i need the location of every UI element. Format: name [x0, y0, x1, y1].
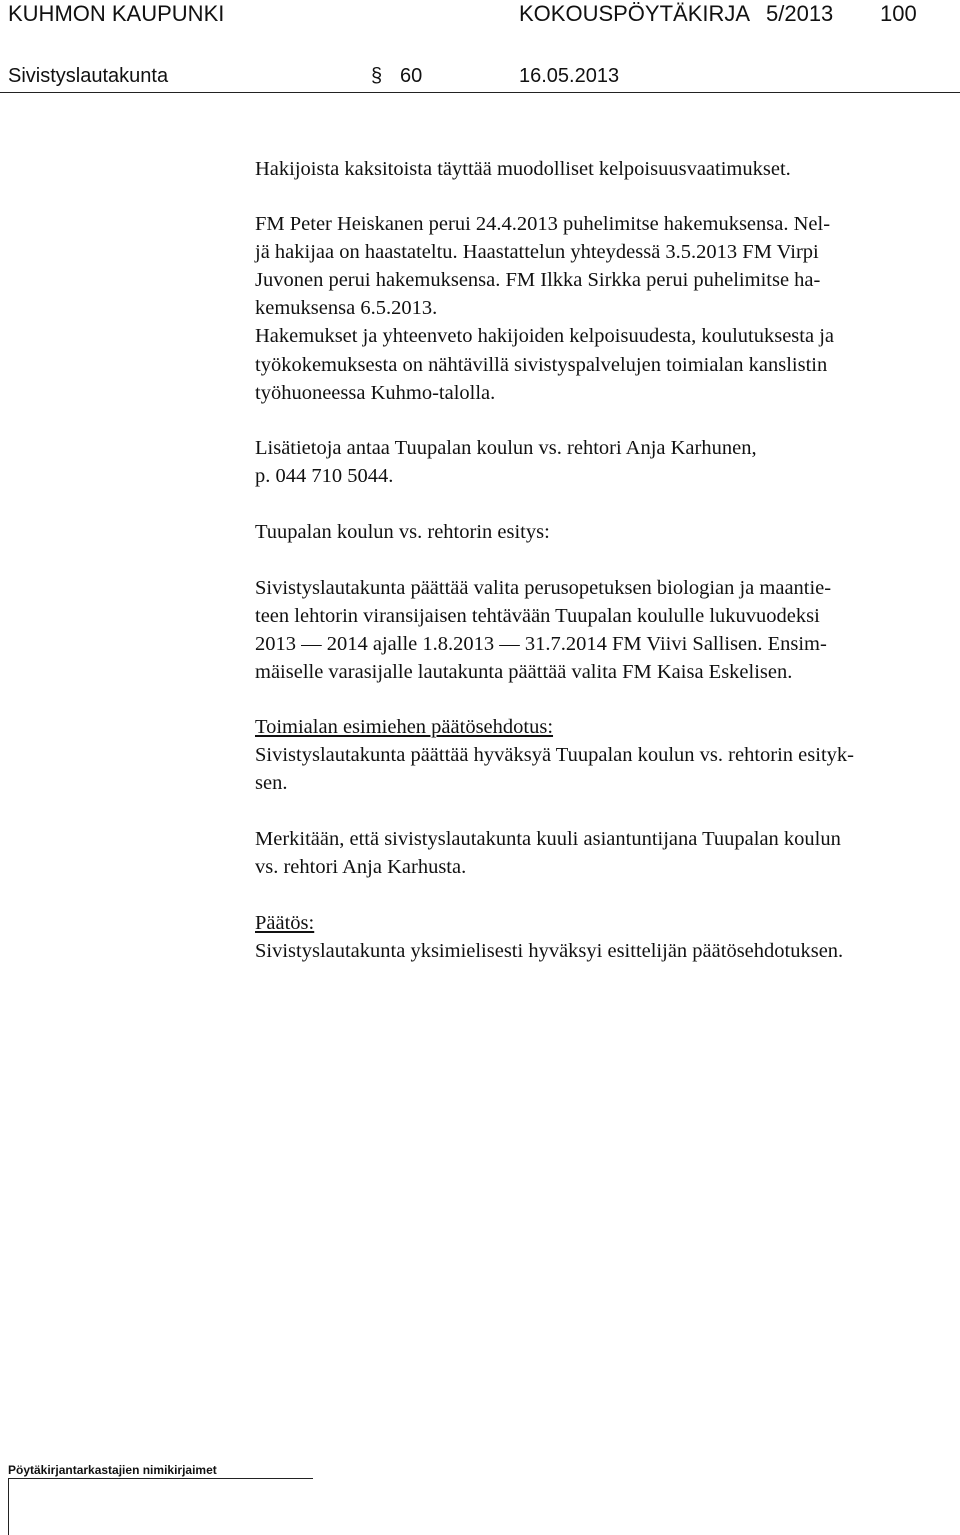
signature-line	[8, 1478, 313, 1479]
decision-text: Sivistyslautakunta yksimielisesti hyväksyi esittelijän päätösehdotuksen.	[255, 940, 844, 962]
municipality-name: KUHMON KAUPUNKI	[8, 1, 225, 26]
contact-phone: p. 044 710 5044.	[255, 465, 394, 487]
signatures-label: Pöytäkirjantarkastajien nimikirjaimet	[8, 1463, 217, 1477]
contact-line: Lisätietoja antaa Tuupalan koulun vs. rehtori Anja Karhunen,	[255, 437, 757, 459]
decision-proposal-heading: Toimialan esimiehen päätösehdotus:	[255, 716, 554, 738]
body-line: jä hakijaa on haastateltu. Haastattelun yhteydessä 3.5.2013 FM Virpi	[255, 241, 819, 263]
body-line: Merkitään, että sivistyslautakunta kuuli asiantuntijana Tuupalan koulun	[255, 828, 841, 850]
decision-heading: Päätös:	[255, 912, 315, 934]
document-number: 5/2013	[766, 1, 834, 26]
body-line: FM Peter Heiskanen perui 24.4.2013 puhelimitse hakemuksensa. Nel-	[255, 213, 831, 235]
body-line: työhuoneessa Kuhmo-talolla.	[255, 382, 496, 404]
page-number: 100	[880, 1, 917, 26]
body-line: Sivistyslautakunta päättää hyväksyä Tuupalan koulun vs. rehtorin esityk-	[255, 744, 854, 766]
meeting-date: 16.05.2013	[519, 65, 620, 87]
section-number: 60	[400, 65, 423, 87]
signature-box-edge	[8, 1478, 9, 1535]
body-line: teen lehtorin viransijaisen tehtävään Tuupalan koululle lukuvuodeksi	[255, 605, 820, 627]
body-line: sen.	[255, 772, 288, 794]
body-line: Sivistyslautakunta päättää valita perusopetuksen biologian ja maantie-	[255, 577, 832, 599]
board-name: Sivistyslautakunta	[8, 65, 169, 87]
body-line: 2013 — 2014 ajalle 1.8.2013 — 31.7.2014 FM Viivi Sallisen. Ensim-	[255, 633, 827, 655]
document-type: KOKOUSPÖYTÄKIRJA	[519, 1, 751, 26]
body-line: työkokemuksesta on nähtävillä sivistyspalvelujen toimialan kanslistin	[255, 354, 828, 376]
section-symbol: §	[371, 65, 383, 87]
body-line: mäiselle varasijalle lautakunta päättää valita FM Kaisa Eskelisen.	[255, 661, 793, 683]
body-line: kemuksensa 6.5.2013.	[255, 297, 438, 319]
header-rule	[0, 92, 960, 93]
body-line: vs. rehtori Anja Karhusta.	[255, 856, 467, 878]
body-line: Hakemukset ja yhteenveto hakijoiden kelpoisuudesta, koulutuksesta ja	[255, 325, 834, 347]
body-line: Hakijoista kaksitoista täyttää muodolliset kelpoisuusvaatimukset.	[255, 158, 791, 180]
proposal-heading: Tuupalan koulun vs. rehtorin esitys:	[255, 521, 550, 543]
body-line: Juvonen perui hakemuksensa. FM Ilkka Sirkka perui puhelimitse ha-	[255, 269, 821, 291]
